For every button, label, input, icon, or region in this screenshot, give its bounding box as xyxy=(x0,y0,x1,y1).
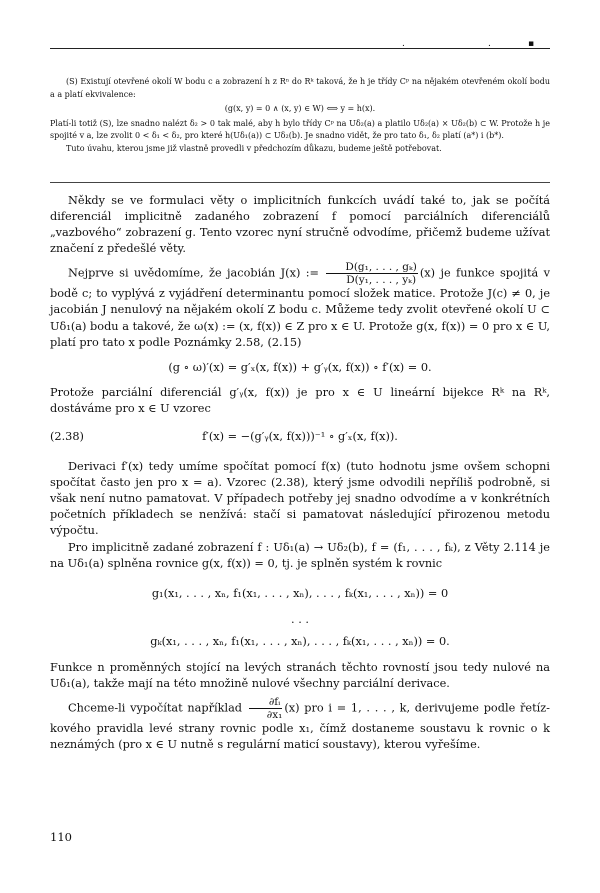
header-mark: ▪ xyxy=(528,39,535,49)
paragraph: Funkce n proměnných stojící na levých stranách těchto rovností jsou tedy nulové na Uδ₁(a), takže mají na této množině nulové všechny parciální derivace. xyxy=(50,660,550,691)
paragraph-text: Nejprve si uvědomíme, že jacobián J(x) := xyxy=(68,266,320,280)
header-rule xyxy=(50,48,550,49)
fraction-denominator: ∂x₁ xyxy=(266,709,283,722)
note-rule xyxy=(50,182,550,183)
note-block xyxy=(50,76,550,156)
header-mark: . xyxy=(402,39,405,49)
partial-fraction xyxy=(249,696,283,721)
fraction-denominator: D(y₁, . . . , yₖ) xyxy=(346,274,417,287)
display-equation: gₖ(x₁, . . . , xₙ, f₁(x₁, . . . , xₙ), . . . , fₖ(x₁, . . . , xₙ)) = 0. xyxy=(150,634,450,648)
paragraph-text: v bodě c; to vyplývá z vyjádření determinantu pomocí složek matice. Protože J(c) ≠ 0, je jacobián J nenulový na nějakém okolí Z bodu c. Můžeme tedy zvolit otevřené okolí U ⊂ Uδ₁(a) bodu a takové, že ω(x) := (x, f(x)) ∈ Z pro x ∈ U. Protože g(x, f(x)) = 0 pro x ∈ U, platí pro tato x podle Poznámky 2.58, (2.15) xyxy=(50,266,551,349)
display-equation: g₁(x₁, . . . , xₙ, f₁(x₁, . . . , xₙ), . . . , fₖ(x₁, . . . , xₙ)) = 0 xyxy=(151,586,449,600)
paragraph-text: (x) pro i = 1, . . . , k, derivujeme podle řetíz- xyxy=(284,701,550,715)
equation-ellipsis: . . . xyxy=(291,612,309,626)
statement-s: (S) Existují otevřené okolí W bodu c a zobrazení h z Rⁿ do Rᵏ taková, že h je třídy Cᵖ na nějakém otevřeném okolí bodu a a platí ekvivalence: xyxy=(50,77,550,99)
equation-number: (2.38) xyxy=(50,430,84,444)
fraction-numerator: ∂fᵢ xyxy=(249,696,283,709)
paragraph: Někdy se ve formulaci věty o implicitních funkcích uvádí také to, jak se počítá diferenciál implicitně zadaného zobrazení f pomocí parciálních diferenciálů „vazbového“ zobrazení g. Tento vzorec nyní stručně odvodíme, přičemž budeme užívat značení z předešlé věty. xyxy=(50,194,550,256)
paragraph xyxy=(50,696,550,753)
paragraph-text: kového pravidla levé strany rovnic podle x₁, čímž dostaneme soustavu k rovnic o k neznámých (pro x ∈ U nutně s regulární maticí soustavy), kterou vyřešíme. xyxy=(50,722,550,752)
paragraph-text: Chceme-li vypočítat například xyxy=(68,701,243,715)
note-paragraph: Tuto úvahu, kterou jsme již vlastně provedli v předchozím důkazu, budeme ještě potřebovat. xyxy=(66,143,442,153)
note-paragraph: Platí-li totiž (S), lze snadno nalézt δ₂ > 0 tak malé, aby h bylo třídy Cᵖ na Uδ₂(a) a platilo Uδ₂(a) × Uδ₂(b) ⊂ W. Protože h je spojité v a, lze zvolit 0 < δ₁ < δ₂, pro které h(Uδ₁(a)) ⊂ Uδ₂(b). Je snadno vidět, že pro tato δ₁, δ₂ platí (a*) i (b*). xyxy=(50,118,550,141)
paragraph: Pro implicitně zadané zobrazení f : Uδ₁(a) → Uδ₂(b), f = (f₁, . . . , fₖ), z Věty 2.114 je na Uδ₁(a) splněna rovnice g(x, f(x)) = 0, tj. je splněn systém k rovnic xyxy=(50,540,550,570)
header-mark: . xyxy=(488,39,491,49)
main-text xyxy=(50,193,550,753)
statement-s-equation: (g(x, y) = 0 ∧ (x, y) ∈ W) ⟺ y = h(x). xyxy=(224,104,376,114)
paragraph: Protože parciální diferenciál g′ᵧ(x, f(x)) je pro x ∈ U lineární bijekce Rᵏ na Rᵏ, dostáváme pro x ∈ U vzorec xyxy=(50,385,550,415)
jacobian-fraction xyxy=(326,261,417,286)
display-equation: (g ∘ ω)′(x) = g′ₓ(x, f(x)) + g′ᵧ(x, f(x)) ∘ f′(x) = 0. xyxy=(168,360,432,374)
page-number: 110 xyxy=(50,830,72,844)
numbered-equation xyxy=(50,429,550,447)
display-equation: f′(x) = −(g′ᵧ(x, f(x)))⁻¹ ∘ g′ₓ(x, f(x)). xyxy=(202,430,398,444)
fraction-numerator: D(g₁, . . . , gₖ) xyxy=(326,261,417,274)
paragraph xyxy=(50,261,550,350)
paragraph: Derivaci f′(x) tedy umíme spočítat pomocí f(x) (tuto hodnotu jsme ovšem schopni spočítat často jen pro x = a). Vzorec (2.38), který jsme odvodili nepříliš podrobně, si však není nutno pamatovat. V případech potřeby jej snadno odvodíme a v konkrétních početních příkladech se nenžívá: stačí si pamatovat následující přirozenou metodu výpočtu. xyxy=(50,460,550,538)
paragraph-text: (x) je funkce spojitá xyxy=(419,266,539,280)
